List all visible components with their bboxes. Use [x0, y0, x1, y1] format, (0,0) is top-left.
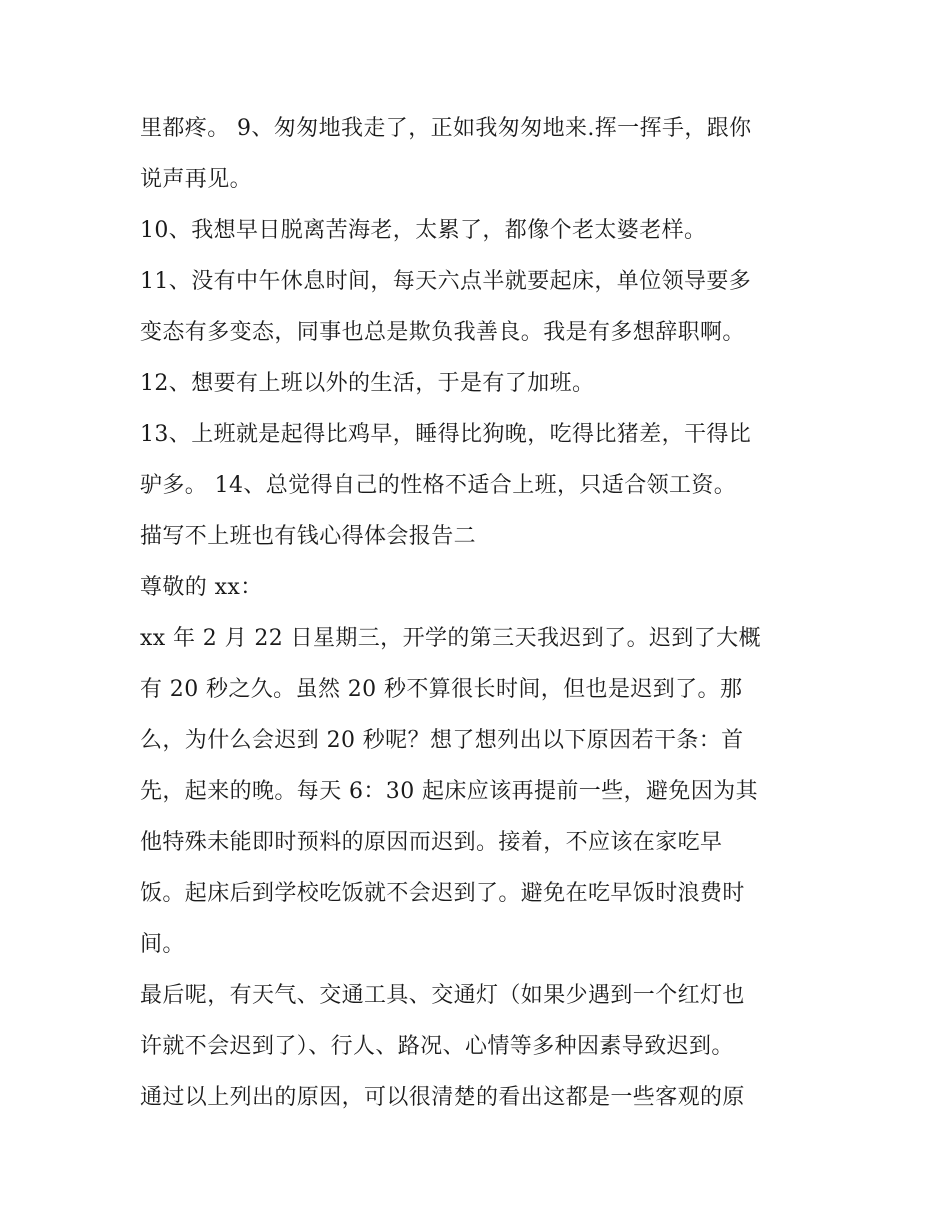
text-line: 么，为什么会迟到 20 秒呢？想了想列出以下原因若干条：首: [140, 728, 744, 753]
text-line: 13、上班就是起得比鸡早，睡得比狗晚，吃得比猪差，干得比: [140, 422, 752, 447]
document-body: [140, 103, 820, 1123]
text-line: 间。: [140, 932, 185, 957]
text-line: 变态有多变态，同事也总是欺负我善良。我是有多想辞职啊。: [140, 320, 745, 345]
text-line: 10、我想早日脱离苦海老，太累了，都像个老太婆老样。: [140, 218, 707, 243]
text-line: 饭。起床后到学校吃饭就不会迟到了。避免在吃早饭时浪费时: [140, 881, 745, 906]
text-line: 他特殊未能即时预料的原因而迟到。接着，不应该在家吃早: [140, 830, 723, 855]
text-line: 先，起来的晚。每天 6：30 起床应该再提前一些，避免因为其: [140, 779, 758, 804]
text-line: 里都疼。 9、匆匆地我走了，正如我匆匆地来.挥一挥手，跟你: [140, 116, 752, 141]
text-line: 许就不会迟到了）、行人、路况、心情等多种因素导致迟到。: [140, 1034, 734, 1059]
text-line: 12、想要有上班以外的生活，于是有了加班。: [140, 371, 595, 396]
text-line: 有 20 秒之久。虽然 20 秒不算很长时间，但也是迟到了。那: [140, 677, 743, 702]
text-line: 11、没有中午休息时间，每天六点半就要起床，单位领导要多: [140, 269, 752, 294]
text-line: 说声再见。: [140, 167, 253, 192]
section-heading: 描写不上班也有钱心得体会报告二: [140, 524, 477, 549]
text-line: 驴多。 14、总觉得自己的性格不适合上班，只适合领工资。: [140, 473, 737, 498]
text-line: 通过以上列出的原因，可以很清楚的看出这都是一些客观的原: [140, 1085, 745, 1110]
salutation: 尊敬的 xx：: [140, 575, 263, 600]
text-line: 最后呢，有天气、交通工具、交通灯（如果少遇到一个红灯也: [140, 983, 745, 1008]
text-line: xx 年 2 月 22 日星期三，开学的第三天我迟到了。迟到了大概: [140, 626, 761, 651]
